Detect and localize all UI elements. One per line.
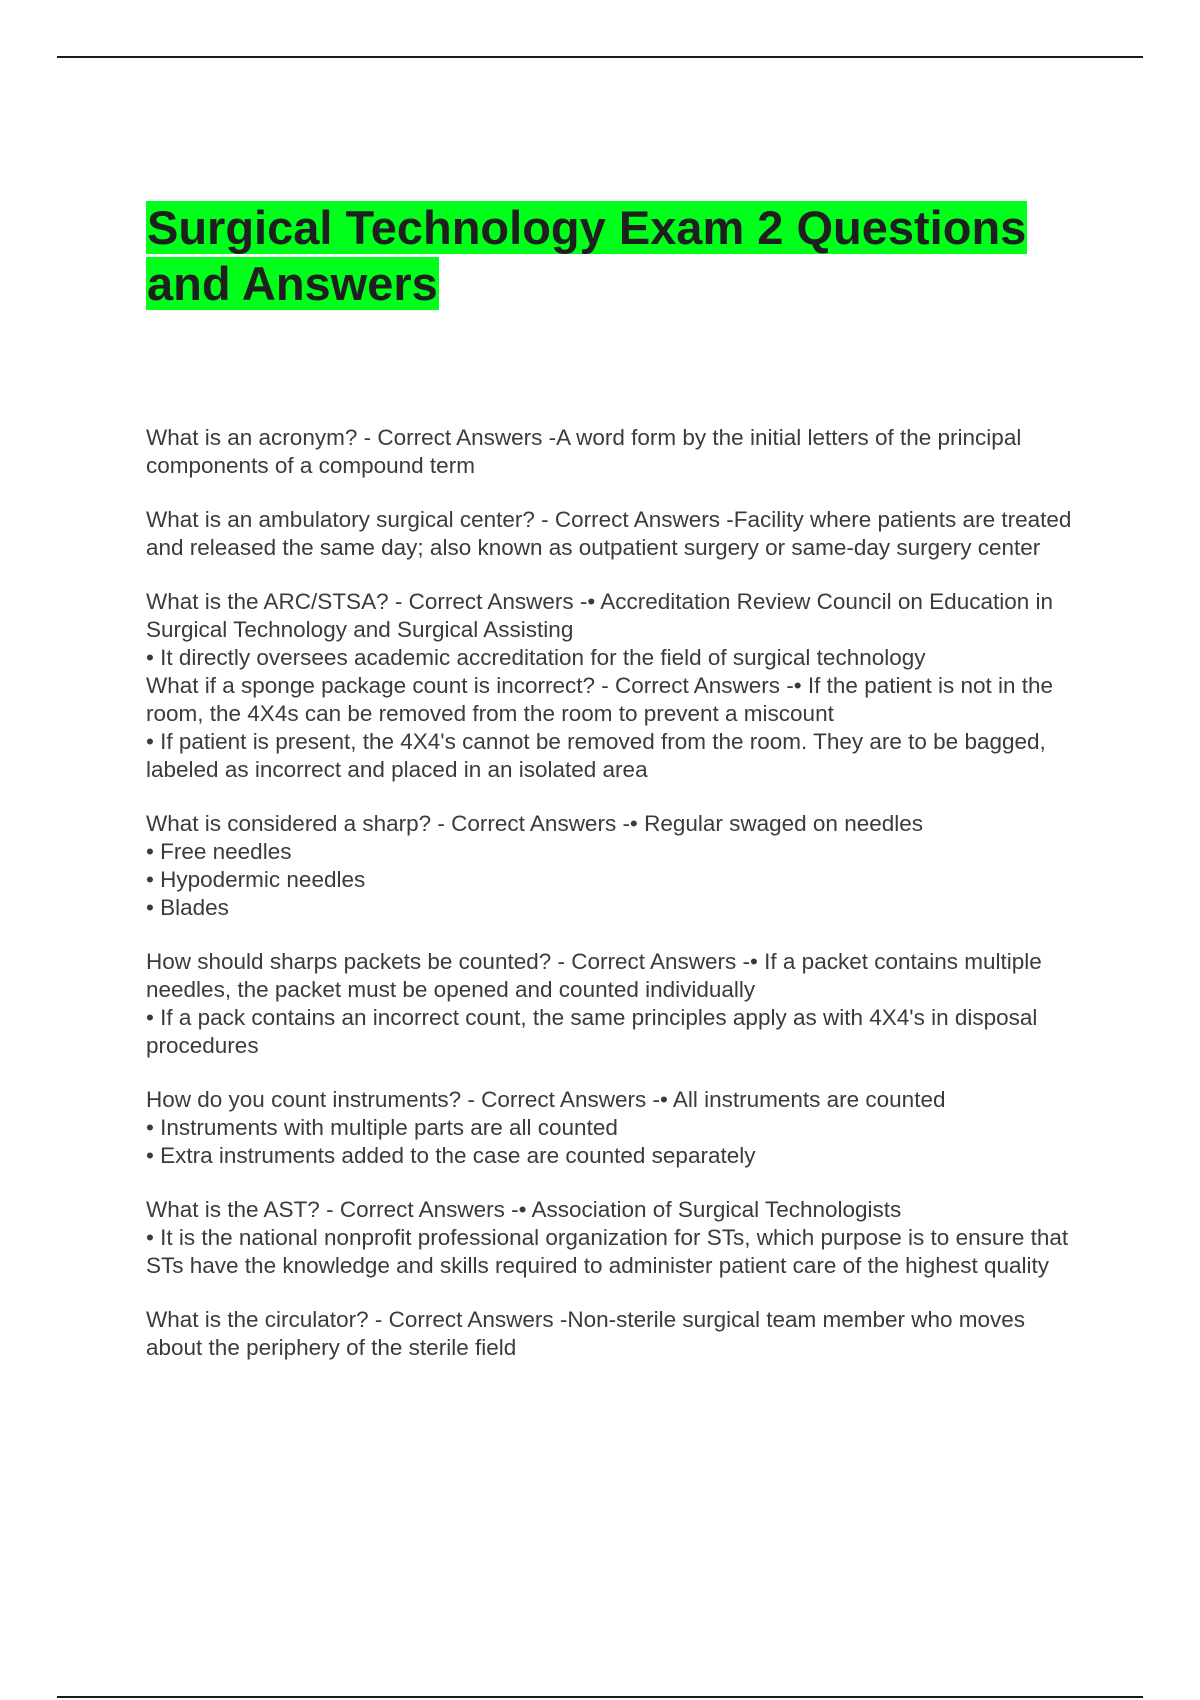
qa-entry-sharp bbox=[146, 810, 1086, 922]
qa-line: • Hypodermic needles bbox=[146, 867, 366, 892]
qa-line: What is the AST? - Correct Answers -• Association of Surgical Technologists bbox=[146, 1197, 902, 1222]
title-highlight: Surgical Technology Exam 2 Questions and Answers bbox=[147, 201, 1027, 310]
document-body bbox=[146, 200, 1086, 1362]
qa-entry-sharps-packets bbox=[146, 948, 1086, 1060]
qa-line: What is an ambulatory surgical center? - Correct Answers -Facility where patients are treated and released the same day; also known as outpatient surgery or same-day surgery center bbox=[146, 507, 1072, 560]
qa-line: • Blades bbox=[146, 895, 229, 920]
qa-line: • If a pack contains an incorrect count, the same principles apply as with 4X4's in disposal procedures bbox=[146, 1005, 1038, 1058]
qa-line: What is the circulator? - Correct Answers -Non-sterile surgical team member who moves about the periphery of the sterile field bbox=[146, 1307, 1026, 1360]
qa-line: What is considered a sharp? - Correct Answers -• Regular swaged on needles bbox=[146, 811, 924, 836]
qa-list bbox=[146, 424, 1086, 1362]
qa-entry-arc-stsa bbox=[146, 588, 1086, 672]
qa-entry-circulator bbox=[146, 1306, 1086, 1362]
qa-line: • Extra instruments added to the case are counted separately bbox=[146, 1143, 756, 1168]
top-rule bbox=[57, 56, 1143, 58]
qa-line: • It is the national nonprofit professional organization for STs, which purpose is to ensure that STs have the knowledge and skills required to administer patient care of the highest quality bbox=[146, 1225, 1069, 1278]
bottom-rule bbox=[57, 1696, 1143, 1698]
qa-entry-ambulatory-surgical-center bbox=[146, 506, 1086, 562]
qa-line: • Free needles bbox=[146, 839, 292, 864]
qa-line: What if a sponge package count is incorrect? - Correct Answers -• If the patient is not in the room, the 4X4s can be removed from the room to prevent a miscount bbox=[146, 673, 1054, 726]
qa-line: • Instruments with multiple parts are all counted bbox=[146, 1115, 618, 1140]
qa-entry-count-instruments bbox=[146, 1086, 1086, 1170]
qa-line: How do you count instruments? - Correct Answers -• All instruments are counted bbox=[146, 1087, 946, 1112]
document-title bbox=[146, 200, 1086, 312]
qa-line: How should sharps packets be counted? - Correct Answers -• If a packet contains multiple needles, the packet must be opened and counted individually bbox=[146, 949, 1042, 1002]
qa-entry-sponge-count bbox=[146, 672, 1086, 784]
qa-line: • If patient is present, the 4X4's cannot be removed from the room. They are to be bagged, labeled as incorrect and placed in an isolated area bbox=[146, 729, 1046, 782]
qa-line: What is an acronym? - Correct Answers -A word form by the initial letters of the principal components of a compound term bbox=[146, 425, 1022, 478]
qa-entry-acronym bbox=[146, 424, 1086, 480]
qa-line: What is the ARC/STSA? - Correct Answers -• Accreditation Review Council on Education in Surgical Technology and Surgical Assisting bbox=[146, 589, 1054, 642]
qa-entry-ast bbox=[146, 1196, 1086, 1280]
qa-line: • It directly oversees academic accreditation for the field of surgical technology bbox=[146, 645, 926, 670]
